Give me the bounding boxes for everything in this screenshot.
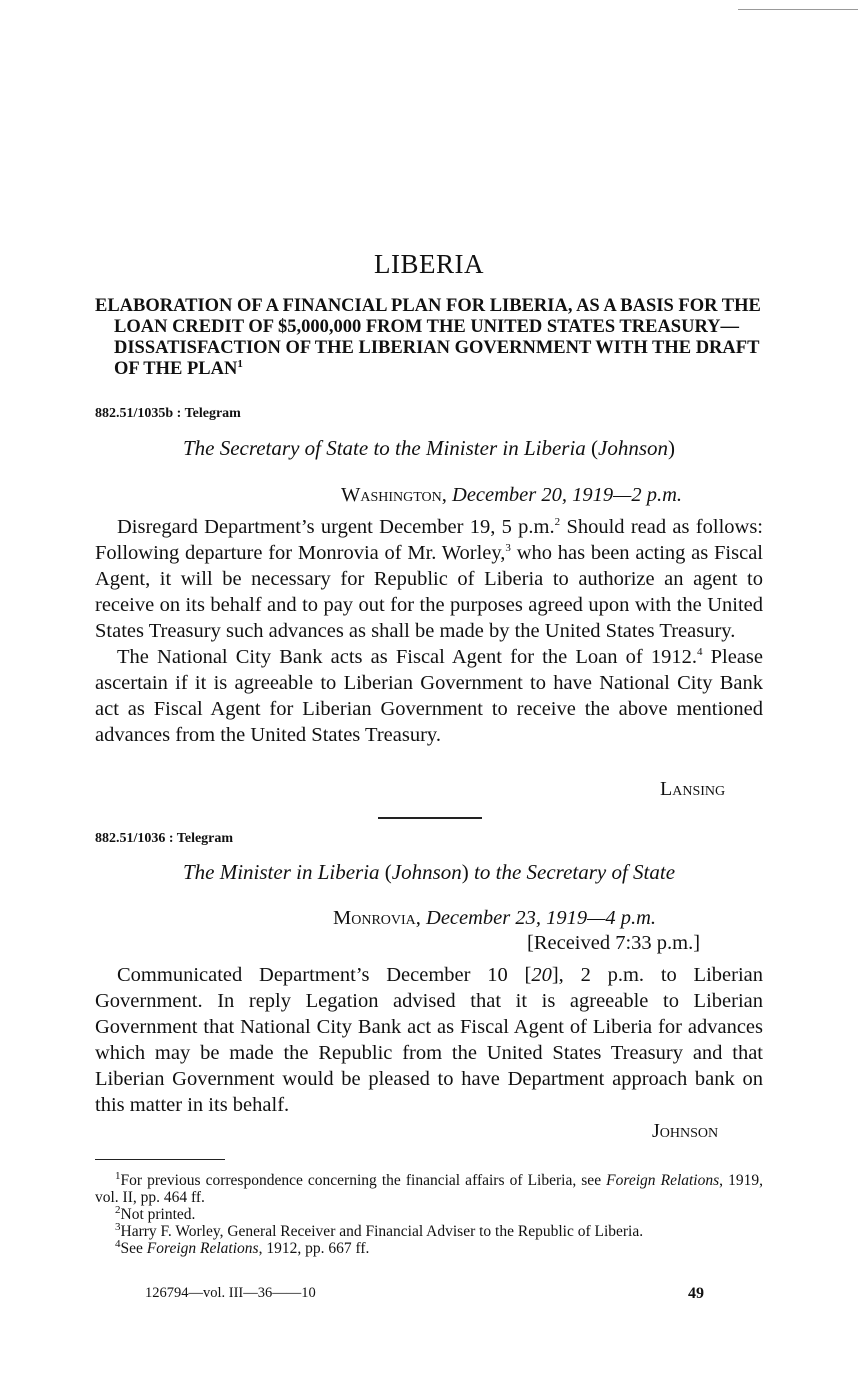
print-code: 126794—vol. III—36——10: [145, 1285, 316, 1301]
footnote-1-number: 1: [115, 1169, 121, 1182]
doc1-body: [95, 514, 763, 748]
doc2-signature: Johnson: [652, 1120, 719, 1142]
doc2-paragraph-1: [95, 962, 763, 1118]
footnote-ref-1: 1: [237, 357, 243, 370]
page-title: LIBERIA: [374, 249, 484, 279]
footnote-4-text-b: , 1912, pp. 667 ff.: [258, 1240, 370, 1257]
doc1-p1-text-c: who has been acting as Fiscal Agent, it will be necessary for Republic of Liberia to authorize an agent to receive on its behalf and to pay out for the purposes agreed upon with the United States Treasury such advances as shall be made by the United States Treasury.: [95, 542, 763, 642]
doc2-byline-b: Johnson: [391, 860, 462, 884]
doc1-byline-b: Johnson: [598, 436, 669, 460]
footnote-4-text-a: See: [120, 1240, 147, 1257]
footnote-1-text-a: For previous correspondence concerning the financial affairs of Liberia, see: [120, 1172, 607, 1189]
top-edge-line: [738, 9, 858, 10]
doc1-date: December 20, 1919—2 p.m.: [452, 484, 683, 506]
footnote-4-italic: Foreign Relations: [146, 1240, 259, 1257]
doc2-date: December 23, 1919—4 p.m.: [426, 907, 657, 929]
doc2-dateline: [333, 907, 656, 930]
doc2-byline: The Minister in Liberia (Johnson) to the Secretary of State: [182, 860, 676, 884]
doc1-p1-text-a: Disregard Department’s urgent December 19, 5 p.m.: [117, 516, 555, 538]
doc2-p1-text-a: Communicated Department’s December 10 [: [117, 964, 532, 986]
footnote-ref-3: 3: [505, 542, 511, 555]
footnote-1-italic: Foreign Relations: [606, 1172, 720, 1189]
doc2-file-number: 882.51/1036 : Telegram: [95, 831, 234, 846]
footnote-4-number: 4: [115, 1237, 121, 1250]
footnote-rule: [95, 1159, 225, 1160]
footnote-2-text: Not printed.: [120, 1206, 196, 1223]
footnote-4: [95, 1237, 763, 1257]
section-heading: [95, 296, 786, 380]
doc2-p1-text-b: ], 2 p.m. to Liberian Government. In reply Legation advised that it is agreeable to Liberian Government that National City Bank act as Fiscal Agent of Liberia for advances which may be made the Republic from the United States Treasury and that Liberian Government would be pleased to have Department approach bank on this matter in its behalf.: [95, 964, 763, 1116]
page-number: 49: [688, 1285, 704, 1302]
footnote-ref-2: 2: [554, 516, 561, 529]
footnote-ref-4: 4: [696, 646, 703, 659]
section-heading-text: ELABORATION OF A FINANCIAL PLAN FOR LIBERIA, AS A BASIS FOR THE LOAN CREDIT OF $5,000,000 FROM THE UNITED STATES TREASURY—DISSATISFACTION OF THE LIBERIAN GOVERNMENT WITH THE DRAFT OF THE PLAN: [95, 296, 761, 379]
doc2-p1-italic: 20: [531, 964, 552, 986]
doc2-place: Monrovia,: [333, 907, 421, 929]
section-divider: [378, 817, 482, 819]
doc1-signature: Lansing: [660, 778, 726, 800]
doc1-p1-text-b: Should read as follows: Following departure for Monrovia of Mr. Worley,: [95, 516, 763, 564]
doc1-paragraph-1: [95, 514, 763, 644]
footnote-1-text-b: , 1919, vol. II, pp. 464 ff.: [95, 1172, 763, 1206]
footnote-1: [95, 1169, 763, 1206]
doc1-p2-text-a: The National City Bank acts as Fiscal Agent for the Loan of 1912.: [117, 646, 697, 668]
doc2-received: [Received 7:33 p.m.]: [527, 932, 701, 954]
doc2-byline-c: to the Secretary of State: [474, 860, 676, 884]
doc1-dateline: [341, 484, 682, 507]
doc1-place: Washington,: [341, 484, 447, 506]
doc1-byline: The Secretary of State to the Minister in Liberia (Johnson): [182, 436, 676, 460]
doc1-byline-a: The Secretary of State to the Minister in Liberia: [182, 436, 586, 460]
footnote-3-number: 3: [115, 1220, 121, 1233]
doc2-byline-a: The Minister in Liberia: [182, 860, 380, 884]
doc1-file-number: 882.51/1035b : Telegram: [95, 406, 241, 421]
doc1-p2-text-b: Please ascertain if it is agreeable to Liberian Government to have National City Bank act as Fiscal Agent for Liberian Government to receive the above mentioned advances from the United States Treasury.: [95, 646, 764, 746]
doc2-body: [95, 962, 763, 1118]
footnote-3-text: Harry F. Worley, General Receiver and Financial Adviser to the Republic of Liberia.: [120, 1223, 644, 1240]
footnote-2-number: 2: [115, 1203, 121, 1216]
doc1-paragraph-2: [95, 644, 763, 748]
footnotes: [95, 1169, 763, 1257]
footnote-2: [95, 1203, 763, 1223]
footnote-3: [95, 1220, 763, 1240]
